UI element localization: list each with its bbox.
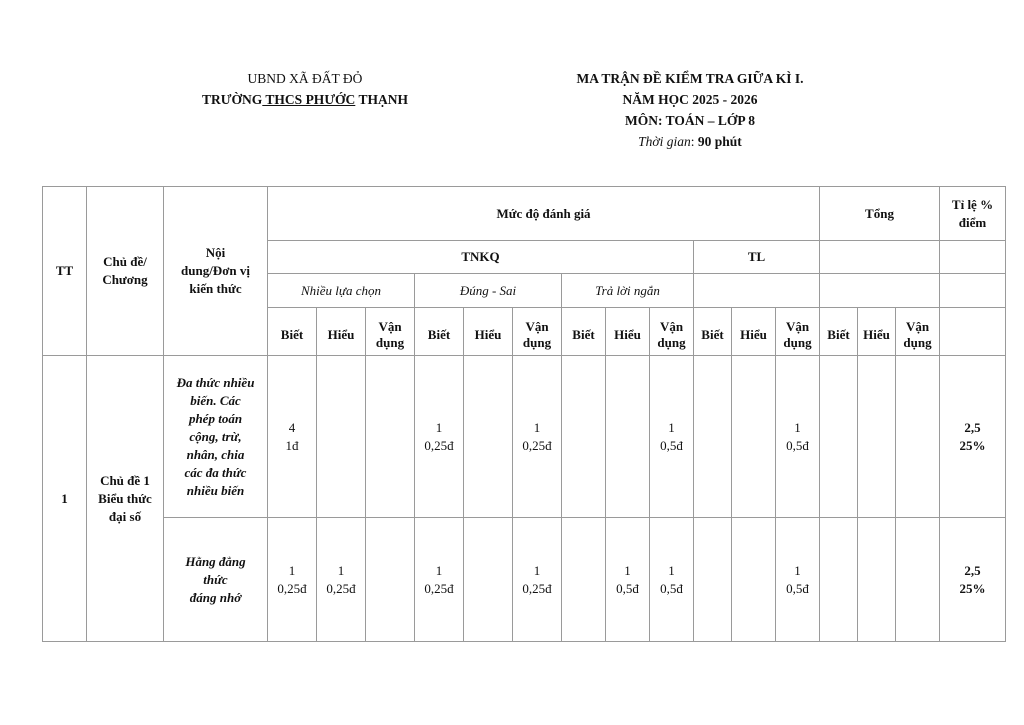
topic-name: Chủ đề 1 Biểu thức đại số [87, 356, 164, 642]
empty-cell [858, 518, 896, 642]
value-cell: 1 0,25đ [415, 518, 464, 642]
value-cell: 1 0,5đ [650, 518, 694, 642]
empty-cell [694, 518, 732, 642]
empty-cell [940, 274, 1006, 308]
empty-cell [562, 518, 606, 642]
percent-header: Tỉ lệ % điểm [940, 187, 1006, 241]
type-true-false: Đúng - Sai [415, 274, 562, 308]
table-row [43, 518, 1006, 642]
score-value: 2,5 [964, 562, 981, 578]
empty-cell [732, 518, 776, 642]
content-cell: Đa thức nhiều biến. Các phép toán cộng, trừ, nhân, chia các đa thức nhiều biến [164, 356, 268, 518]
empty-cell [366, 518, 415, 642]
level-understand: Hiểu [606, 308, 650, 356]
level-know: Biết [694, 308, 732, 356]
tl-header: TL [694, 241, 820, 274]
assessment-level-header: Mức độ đánh giá [268, 187, 820, 241]
empty-cell [858, 356, 896, 518]
empty-cell [562, 356, 606, 518]
value-cell: 4 1đ [268, 356, 317, 518]
empty-cell [694, 356, 732, 518]
value-cell: 1 0,25đ [513, 356, 562, 518]
level-apply: Vận dụng [650, 308, 694, 356]
score-percent: 25% [959, 437, 986, 453]
exam-time: Thời gian: 90 phút [638, 134, 742, 149]
empty-cell [896, 356, 940, 518]
level-know: Biết [562, 308, 606, 356]
matrix-table [42, 186, 1006, 642]
value-cell: 1 0,5đ [776, 518, 820, 642]
tnkq-header: TNKQ [268, 241, 694, 274]
empty-cell [694, 274, 820, 308]
value-cell: 1 0,25đ [513, 518, 562, 642]
score-percent: 25% [959, 580, 986, 596]
empty-cell [606, 356, 650, 518]
row-number: 1 [43, 356, 87, 642]
empty-cell [820, 518, 858, 642]
level-understand: Hiểu [464, 308, 513, 356]
value-cell: 1 0,5đ [606, 518, 650, 642]
exam-title: MA TRẬN ĐỀ KIỂM TRA GIỮA KÌ I. [576, 71, 804, 86]
value-cell: 1 0,25đ [268, 518, 317, 642]
table-row [43, 356, 1006, 518]
empty-cell [820, 356, 858, 518]
empty-cell [940, 308, 1006, 356]
value-cell: 1 0,25đ [415, 356, 464, 518]
empty-cell [464, 518, 513, 642]
level-apply: Vận dụng [513, 308, 562, 356]
level-apply: Vận dụng [776, 308, 820, 356]
type-short-answer: Trả lời ngắn [562, 274, 694, 308]
value-cell: 1 0,5đ [776, 356, 820, 518]
empty-cell [464, 356, 513, 518]
level-understand: Hiểu [858, 308, 896, 356]
school-name: TRƯỜNG THCS PHƯỚC THẠNH [202, 92, 408, 107]
score-cell [940, 518, 1006, 642]
total-header: Tổng [820, 187, 940, 241]
empty-cell [896, 518, 940, 642]
exam-header [540, 68, 840, 152]
commune-name: UBND XÃ ĐẤT ĐỎ [247, 71, 363, 86]
score-value: 2,5 [964, 419, 981, 435]
empty-cell [940, 241, 1006, 274]
empty-cell [820, 274, 940, 308]
level-understand: Hiểu [317, 308, 366, 356]
level-know: Biết [268, 308, 317, 356]
content-cell: Hằng đẳng thức đáng nhớ [164, 518, 268, 642]
empty-cell [732, 356, 776, 518]
value-cell: 1 0,25đ [317, 518, 366, 642]
school-header [170, 68, 440, 110]
score-cell [940, 356, 1006, 518]
value-cell: 1 0,5đ [650, 356, 694, 518]
empty-cell [366, 356, 415, 518]
level-understand: Hiểu [732, 308, 776, 356]
level-know: Biết [820, 308, 858, 356]
tt-header: TT [43, 187, 87, 356]
school-year: NĂM HỌC 2025 - 2026 [622, 92, 758, 107]
topic-header: Chủ đề/ Chương [87, 187, 164, 356]
content-header: Nội dung/Đơn vị kiến thức [164, 187, 268, 356]
level-apply: Vận dụng [366, 308, 415, 356]
empty-cell [820, 241, 940, 274]
type-multiple-choice: Nhiều lựa chọn [268, 274, 415, 308]
level-apply: Vận dụng [896, 308, 940, 356]
subject: MÔN: TOÁN – LỚP 8 [624, 113, 755, 128]
empty-cell [317, 356, 366, 518]
level-know: Biết [415, 308, 464, 356]
